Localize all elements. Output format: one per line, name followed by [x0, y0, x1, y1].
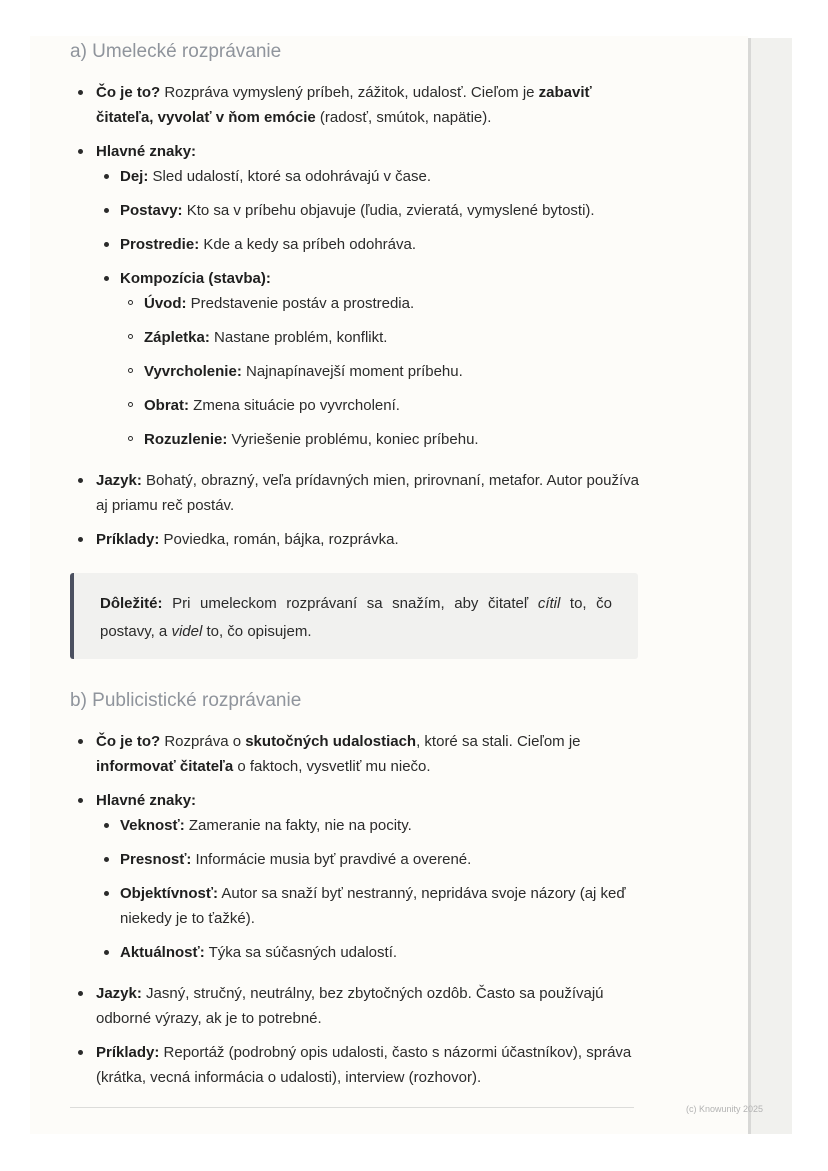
list-item-language: Jazyk: Bohatý, obrazný, veľa prídavných mien, prirovnaní, metafor. Autor používa aj priamu reč postáv.	[70, 468, 640, 518]
copyright-text: (c) Knowunity 2025	[686, 1104, 764, 1114]
feature-item: Aktuálnosť: Týka sa súčasných udalostí.	[96, 940, 640, 965]
composition-item: Rozuzlenie: Vyriešenie problému, koniec príbehu.	[120, 427, 640, 452]
section-b-heading: b) Publicistické rozprávanie	[70, 690, 302, 711]
section-b-list	[70, 729, 640, 1090]
list-item-features: Hlavné znaky: Dej: Sled udalostí, ktoré sa odohrávajú v čase. Postavy: Kto sa v príbehu objavuje (ľudia, zvieratá, vymyslené bytosti). Prostredie: Kde a kedy sa príbeh odohráva. Kompozícia (stavba): Úvod: Predstavenie postáv a prostredia. Zápletka: Nastane problém, konflikt. Vyvrcholenie: Najnapínavejší moment príbehu. Obrat: Zmena situácie po vyvrcholení. Rozuzlenie: Vyriešenie problému, koniec príbehu.	[70, 139, 640, 452]
composition-item: Zápletka: Nastane problém, konflikt.	[120, 325, 640, 350]
composition-list	[120, 291, 640, 452]
feature-item: Objektívnosť: Autor sa snaží byť nestranný, nepridáva svoje názory (aj keď niekedy je to ťažké).	[96, 881, 640, 931]
list-item-language: Jazyk: Jasný, stručný, neutrálny, bez zbytočných ozdôb. Často sa používajú odborné výrazy, ak je to potrebné.	[70, 981, 640, 1031]
features-list	[96, 813, 640, 965]
section-a-heading: a) Umelecké rozprávanie	[70, 41, 282, 62]
document-content	[70, 38, 640, 1090]
feature-item: Dej: Sled udalostí, ktoré sa odohrávajú v čase.	[96, 164, 640, 189]
feature-item-composition: Kompozícia (stavba): Úvod: Predstavenie postáv a prostredia. Zápletka: Nastane problém, konflikt. Vyvrcholenie: Najnapínavejší moment príbehu. Obrat: Zmena situácie po vyvrcholení. Rozuzlenie: Vyriešenie problému, koniec príbehu.	[96, 266, 640, 452]
scrollbar-track[interactable]	[748, 38, 792, 1134]
composition-item: Vyvrcholenie: Najnapínavejší moment príbehu.	[120, 359, 640, 384]
features-list	[70, 164, 640, 452]
section-a-list	[70, 80, 640, 552]
list-item-what: Čo je to? Rozpráva vymyslený príbeh, zážitok, udalosť. Cieľom je zabaviť čitateľa, vyvolať v ňom emócie (radosť, smútok, napätie).	[70, 80, 640, 130]
feature-item: Prostredie: Kde a kedy sa príbeh odohráva.	[96, 232, 640, 257]
list-item-features: Hlavné znaky: Veknosť: Zameranie na fakty, nie na pocity. Presnosť: Informácie musia byť pravdivé a overené. Objektívnosť: Autor sa snaží byť nestranný, nepridáva svoje názory (aj keď niekedy je to ťažké). Aktuálnosť: Týka sa súčasných udalostí.	[70, 788, 640, 965]
feature-item: Postavy: Kto sa v príbehu objavuje (ľudia, zvieratá, vymyslené bytosti).	[96, 198, 640, 223]
composition-item: Úvod: Predstavenie postáv a prostredia.	[120, 291, 640, 316]
footer-divider	[70, 1107, 634, 1108]
feature-item: Presnosť: Informácie musia byť pravdivé a overené.	[96, 847, 640, 872]
list-item-examples: Príklady: Poviedka, román, bájka, rozprávka.	[70, 527, 640, 552]
important-note-callout: Dôležité: Pri umeleckom rozprávaní sa snažím, aby čitateľ cítil to, čo postavy, a videl to, čo opisujem.	[70, 573, 638, 659]
list-item-examples: Príklady: Reportáž (podrobný opis udalosti, často s názormi účastníkov), správa (krátka, vecná informácia o udalosti), interview (rozhovor).	[70, 1040, 640, 1090]
scrollbar-divider	[748, 38, 751, 1134]
composition-item: Obrat: Zmena situácie po vyvrcholení.	[120, 393, 640, 418]
list-item-what: Čo je to? Rozpráva o skutočných udalostiach, ktoré sa stali. Cieľom je informovať čitateľa o faktoch, vysvetliť mu niečo.	[70, 729, 640, 779]
feature-item: Veknosť: Zameranie na fakty, nie na pocity.	[96, 813, 640, 838]
